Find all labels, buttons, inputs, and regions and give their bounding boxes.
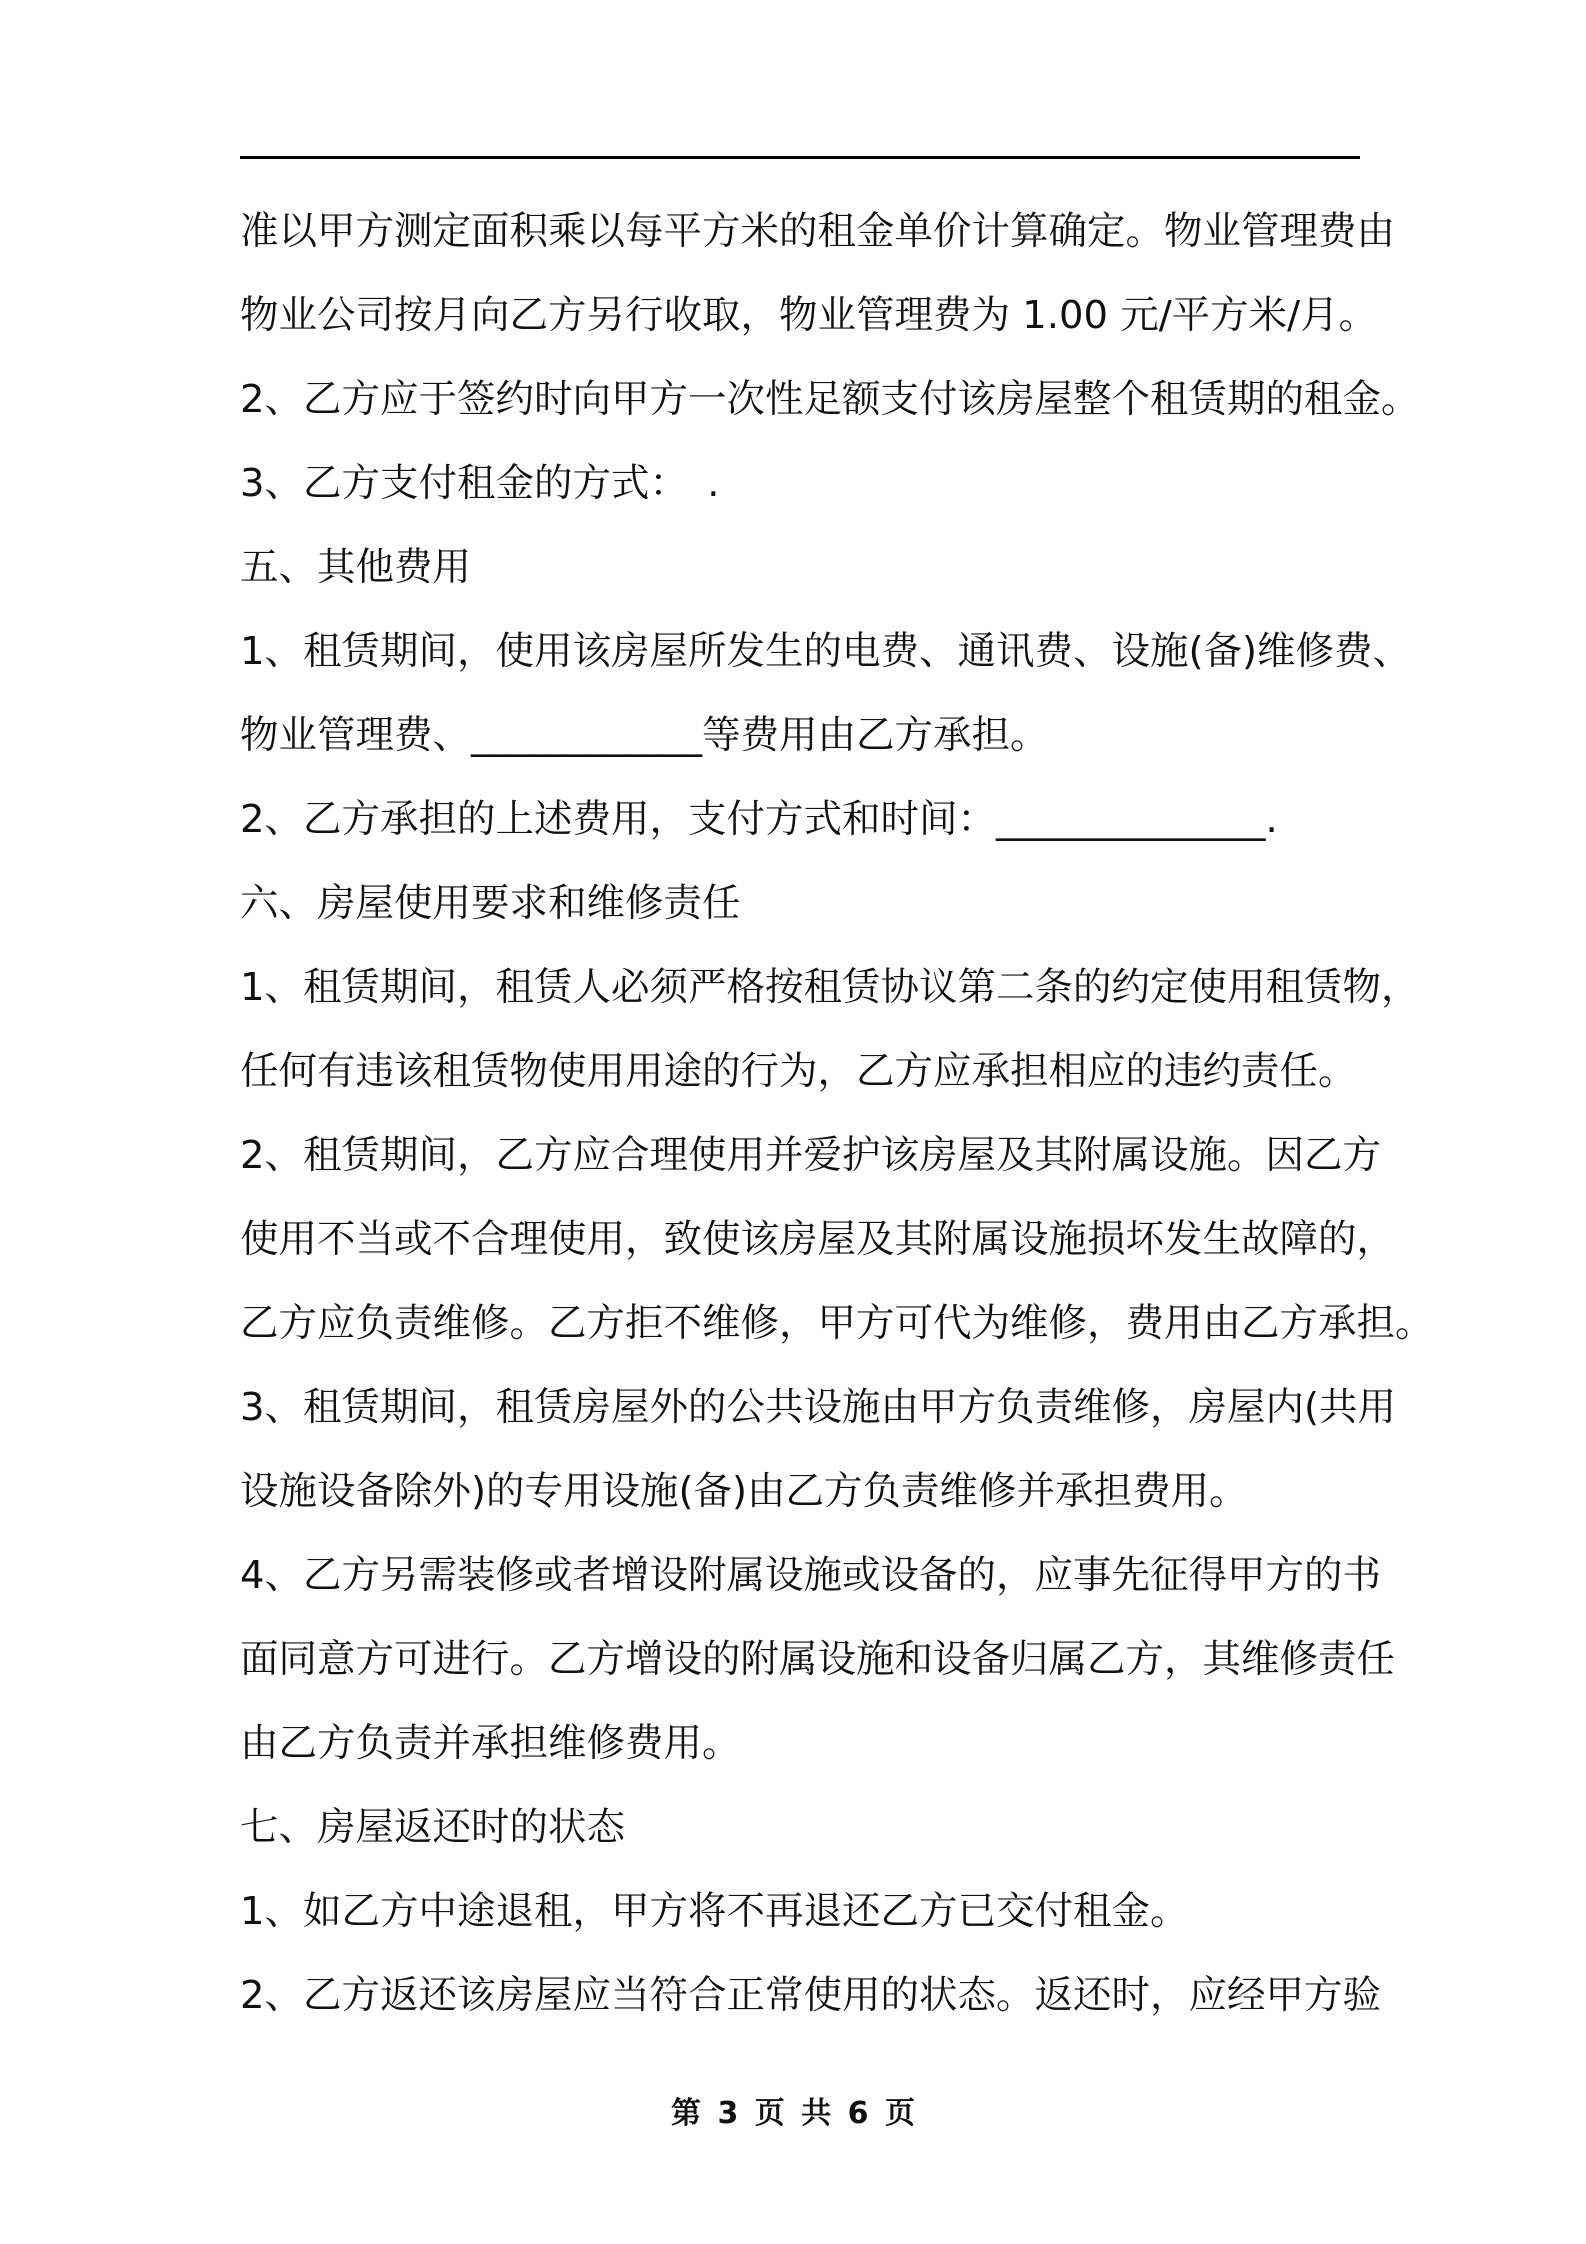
text-line: 1、租赁期间，租赁人必须严格按租赁协议第二条的约定使用租赁物， [240,965,1420,1010]
text-line: 2、租赁期间，乙方应合理使用并爱护该房屋及其附属设施。因乙方 [240,1133,1381,1178]
section-heading: 七、房屋返还时的状态 [240,1805,626,1850]
text-line: 物业管理费、____________等费用由乙方承担。 [240,713,1049,758]
text-line: 2、乙方承担的上述费用，支付方式和时间：______________. [240,797,1278,842]
section-heading: 六、房屋使用要求和维修责任 [240,881,741,926]
text-line: 使用不当或不合理使用，致使该房屋及其附属设施损坏发生故障的， [240,1217,1396,1262]
text-line: 任何有违该租赁物使用用途的行为，乙方应承担相应的违约责任。 [240,1049,1357,1094]
text-line: 由乙方负责并承担维修费用。 [240,1721,741,1766]
text-line: 3、乙方支付租金的方式： . [240,461,720,506]
text-line: 设施设备除外)的专用设施(备)由乙方负责维修并承担费用。 [240,1469,1248,1514]
text-line: 准以甲方测定面积乘以每平方米的租金单价计算确定。物业管理费由 [240,209,1396,254]
text-line: 2、乙方返还该房屋应当符合正常使用的状态。返还时，应经甲方验 [240,1973,1381,2018]
section-heading: 五、其他费用 [240,545,472,590]
text-line: 物业公司按月向乙方另行收取，物业管理费为 1.00 元/平方米/月。 [240,293,1378,338]
text-line: 4、乙方另需装修或者增设附属设施或设备的，应事先征得甲方的书 [240,1553,1381,1598]
page-number-footer: 第 3 页 共 6 页 [671,2096,915,2131]
text-line: 面同意方可进行。乙方增设的附属设施和设备归属乙方，其维修责任 [240,1637,1396,1682]
document-body [240,196,1434,2044]
text-line: 乙方应负责维修。乙方拒不维修，甲方可代为维修，费用由乙方承担。 [240,1301,1434,1346]
header-rule [240,156,1360,159]
text-line: 1、租赁期间，使用该房屋所发生的电费、通讯费、设施(备)维修费、 [240,629,1412,674]
text-line: 2、乙方应于签约时向甲方一次性足额支付该房屋整个租赁期的租金。 [240,377,1420,422]
text-line: 1、如乙方中途退租，甲方将不再退还乙方已交付租金。 [240,1889,1189,1934]
text-line: 3、租赁期间，租赁房屋外的公共设施由甲方负责维修，房屋内(共用 [240,1385,1397,1430]
